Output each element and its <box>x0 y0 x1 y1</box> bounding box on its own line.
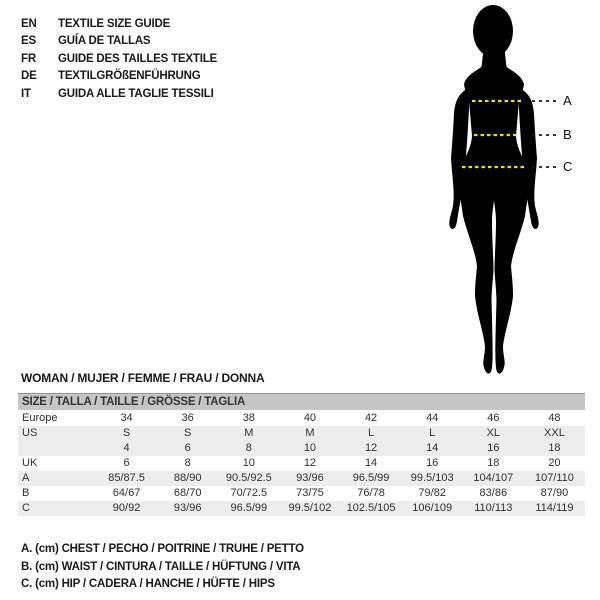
table-cell: 70/72.5 <box>230 487 268 499</box>
table-cell: 107/110 <box>534 472 574 484</box>
table-cell: 18 <box>487 457 500 469</box>
table-cell: 104/107 <box>473 472 514 484</box>
table-row-uk <box>18 456 585 471</box>
row-label: Europe <box>22 412 58 424</box>
table-cell: 12 <box>303 457 317 469</box>
table-cell: 14 <box>426 442 439 454</box>
table-cell: M <box>305 427 315 439</box>
row-label <box>18 441 96 456</box>
row-label: US <box>22 427 38 439</box>
table-cell: S <box>184 427 192 439</box>
table-row-hip-c <box>18 501 585 516</box>
table-cell: 85/87.5 <box>108 472 145 484</box>
lang-code-it: IT <box>21 87 31 100</box>
table-cell: 14 <box>364 457 378 469</box>
lang-title-it: GUIDA ALLE TAGLIE TESSILI <box>58 87 214 100</box>
table-cell: 48 <box>548 412 561 424</box>
table-cell: 106/109 <box>412 502 453 514</box>
table-cell: 16 <box>426 457 439 469</box>
table-cell: 102.5/105 <box>346 502 396 514</box>
row-label: C <box>22 502 30 514</box>
table-cell: 90/92 <box>112 502 141 514</box>
measure-label-a: A <box>563 93 572 108</box>
table-cell: 79/82 <box>418 487 446 499</box>
lang-row-it <box>21 85 217 103</box>
table-cell: XXL <box>544 427 565 439</box>
lang-title-es: GUÍA DE TALLAS <box>58 35 151 48</box>
row-label: B <box>22 487 30 499</box>
table-cell: 110/113 <box>474 502 513 514</box>
table-cell: 96.5/99 <box>352 472 390 484</box>
lang-title-en: TEXTILE SIZE GUIDE <box>58 17 171 30</box>
table-cell: M <box>244 427 254 439</box>
table-row-europe <box>18 411 585 426</box>
table-cell: XL <box>486 427 501 439</box>
table-cell: 99.5/103 <box>410 472 454 484</box>
table-row-waist-b <box>18 486 585 501</box>
table-cell: 44 <box>426 412 439 424</box>
measurement-figure <box>420 0 600 380</box>
lang-code-es: ES <box>21 35 36 48</box>
table-cell: 93/96 <box>296 472 324 484</box>
table-row-chest-a <box>18 471 585 486</box>
lang-title-fr: GUIDE DES TAILLES TEXTILE <box>58 52 217 65</box>
lang-code-de: DE <box>21 70 37 83</box>
measure-label-c: C <box>563 159 573 174</box>
table-cell: 16 <box>487 442 500 454</box>
table-cell: 12 <box>364 442 378 454</box>
table-cell: 36 <box>181 412 194 424</box>
table-row-us-letters <box>18 426 585 441</box>
table-cell: 68/70 <box>173 487 202 499</box>
table-cell: S <box>122 427 131 439</box>
table-cell: 34 <box>120 412 133 424</box>
legend-waist: B. (cm) WAIST / CINTURA / TAILLE / HÜFTUNG / VITA <box>21 560 301 573</box>
table-cell: 73/75 <box>296 487 324 499</box>
lang-row-de <box>21 68 217 86</box>
table-cell: L <box>368 427 375 439</box>
table-cell: 76/78 <box>357 487 385 499</box>
legend-chest: A. (cm) CHEST / PECHO / POITRINE / TRUHE / PETTO <box>21 543 304 555</box>
woman-silhouette-image <box>420 0 600 380</box>
legend-hip: C. (cm) HIP / CADERA / HANCHE / HÜFTE / HIPS <box>21 578 275 590</box>
lang-code-fr: FR <box>21 52 36 65</box>
table-cell: 64/67 <box>112 487 141 499</box>
table-cell: 87/90 <box>540 487 569 499</box>
table-cell: 99.5/102 <box>288 502 332 514</box>
size-table <box>18 393 585 516</box>
table-cell: 8 <box>184 457 191 469</box>
lang-row-es <box>21 33 217 51</box>
language-title-block <box>21 15 217 103</box>
table-cell: 83/86 <box>479 487 508 499</box>
size-table-header: SIZE / TALLA / TAILLE / GRÖSSE / TAGLIA <box>18 393 585 410</box>
measure-label-b: B <box>563 127 572 142</box>
table-cell: L <box>429 427 436 439</box>
table-cell: 114/119 <box>535 502 574 514</box>
table-cell: 42 <box>364 412 378 424</box>
table-cell: 38 <box>242 412 255 424</box>
table-cell: 8 <box>245 442 252 454</box>
lang-code-en: EN <box>21 17 37 30</box>
table-cell: 20 <box>548 457 561 469</box>
table-cell: 10 <box>242 457 255 469</box>
lang-row-en <box>21 15 217 33</box>
table-cell: 93/96 <box>173 502 202 514</box>
lang-row-fr <box>21 50 217 68</box>
table-row-us-numbers <box>18 441 585 456</box>
row-label: A <box>22 472 30 484</box>
section-title-woman: WOMAN / MUJER / FEMME / FRAU / DONNA <box>21 371 265 385</box>
table-cell: 10 <box>303 442 317 454</box>
table-cell: 4 <box>123 442 130 454</box>
table-cell: 46 <box>487 412 500 424</box>
table-cell: 6 <box>123 457 130 469</box>
measurement-legend <box>21 543 304 596</box>
table-cell: 90.5/92.5 <box>225 472 272 484</box>
table-cell: 18 <box>548 442 561 454</box>
table-cell: 96.5/99 <box>230 502 268 514</box>
table-cell: 40 <box>303 412 317 424</box>
lang-title-de: TEXTILGRÖßENFÜHRUNG <box>58 70 201 83</box>
row-label: UK <box>22 457 38 469</box>
table-cell: 6 <box>184 442 191 454</box>
table-cell: 88/90 <box>173 472 202 484</box>
